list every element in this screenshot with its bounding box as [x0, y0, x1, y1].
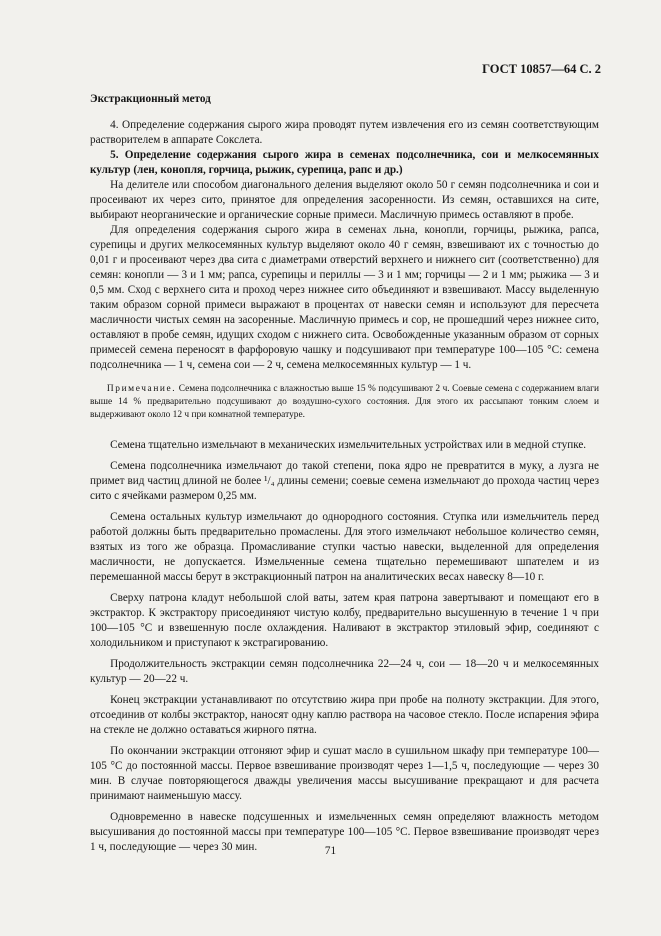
page-number: 71 — [324, 845, 337, 857]
paragraph-5-1: На делителе или способом диагонального деления выделяют около 50 г семян подсолнечника и сои и просеивают их через сито, принятое для определения засоренности. Из семян, оставшихся на сите, выбирают неорганические и органические сорные примеси. Масличную примесь оставляют в пробе. — [90, 179, 599, 221]
paragraph-4: 4. Определение содержания сырого жира проводят путем извлечения его из семян соответствующим растворителем в аппарате Сокслета. — [90, 119, 599, 146]
paragraph-5-2: Для определения содержания сырого жира в семенах льна, конопли, горчицы, рыжика, рапса, сурепицы и других мелкосемянных культур выделяют около 40 г семян, взвешивают их с точностью до 0,01 г и просеивают через два сита с диаметрами отверстий верхнего и нижнего сит (соответственно) для семян: конопли — 3 и 1 мм; рапса, сурепицы и периллы — 3 и 1 мм; горчицы — 2 и 1 мм; рыжика — 3 и 0,5 мм. Сход с верхнего сита и проход через нижнее сито объединяют и взвешивают. Массу выделенную таким образом сорной примеси выражают в процентах от навески семян и используют для пересчета масличности чистых семян на засоренные. Масличную примесь и сор, не прошедший через нижнее сито, оставляют в пробе семян, идущих сходом с нижнего сита. Освобожденные указанным образом от сорных примесей семена переносят в фарфоровую чашку и подсушивают при температуре 100—105 °С: семена подсолнечника — 1 ч, семена сои — 2 ч, семена мелкосемянных культур — 1 ч. — [90, 224, 599, 371]
paragraph-7: Семена подсолнечника измельчают до такой степени, пока ядро не превратится в муку, а лузга не примет вид частиц длиной не более ¹/₄ длины семени; соевые семена измельчают до прохода частиц через сито с ячейками размером 0,25 мм. — [90, 460, 599, 502]
note — [90, 383, 599, 422]
note-text: Семена подсолнечника с влажностью выше 15 % подсушивают 2 ч. Соевые семена с содержанием влаги выше 14 % предварительно подсушивают до воздушно-сухого состояния. Для этого их рассыпают тонким слоем и выдерживают около 12 ч при комнатной температуре. — [90, 384, 600, 420]
paragraph-9: Сверху патрона кладут небольшой слой ваты, затем края патрона завертывают и помещают его в экстрактор. К экстрактору присоединяют чистую колбу, предварительно высушенную в течение 1 ч при 100—105 °С и взвешенную после охлаждения. Наливают в экстрактор этиловый эфир, соединяют с холодильником и приступают к экстрагированию. — [90, 592, 599, 649]
section-title: Экстракционный метод — [90, 93, 211, 105]
paragraph-12: По окончании экстракции отгоняют эфир и сушат масло в сушильном шкафу при температуре 100—105 °С до постоянной массы. Первое взвешивание производят через 1—1,5 ч, последующие — через 30 мин. В случае повторяющегося дважды увеличения массы высушивание прекращают и для расчета принимают наименьшую массу. — [90, 745, 599, 802]
document-header: ГОСТ 10857—64 С. 2 — [482, 62, 601, 76]
paragraph-8: Семена остальных культур измельчают до однородного состояния. Ступка или измельчитель перед работой должны быть предварительно промаслены. Для этого измельчают небольшое количество семян, взятых из того же образца. Промасливание ступки частью навески, выделенной для определения масличности, не допускается. Измельченные семена тщательно перемешивают шпателем и из перемешанной массы берут в экстракционный патрон на аналитических весах навеску 8—10 г. — [90, 511, 599, 583]
document-body — [90, 92, 599, 855]
note-label: Примечание. — [106, 384, 177, 394]
paragraph-13: Одновременно в навеске подсушенных и измельченных семян определяют влажность методом высушивания до постоянной массы при температуре 100—105 °С. Первое взвешивание производят через 1 ч, последующие — через 30 мин. — [90, 811, 599, 853]
paragraph-11: Конец экстракции устанавливают по отсутствию жира при пробе на полноту экстракции. Для этого, отсоединив от колбы экстрактор, наносят одну каплю раствора на часовое стекло. После испарения эфира на стекле не должно оставаться жирного пятна. — [90, 694, 599, 736]
paragraph-5-title: 5. Определение содержания сырого жира в семенах подсолнечника, сои и мелкосемянных культур (лен, конопля, горчица, рыжик, сурепица, рапс и др.) — [90, 149, 599, 176]
paragraph-6: Семена тщательно измельчают в механических измельчительных устройствах или в медной ступке. — [110, 439, 587, 451]
paragraph-10: Продолжительность экстракции семян подсолнечника 22—24 ч, сои — 18—20 ч и мелкосемянных культур — 20—22 ч. — [90, 658, 599, 685]
